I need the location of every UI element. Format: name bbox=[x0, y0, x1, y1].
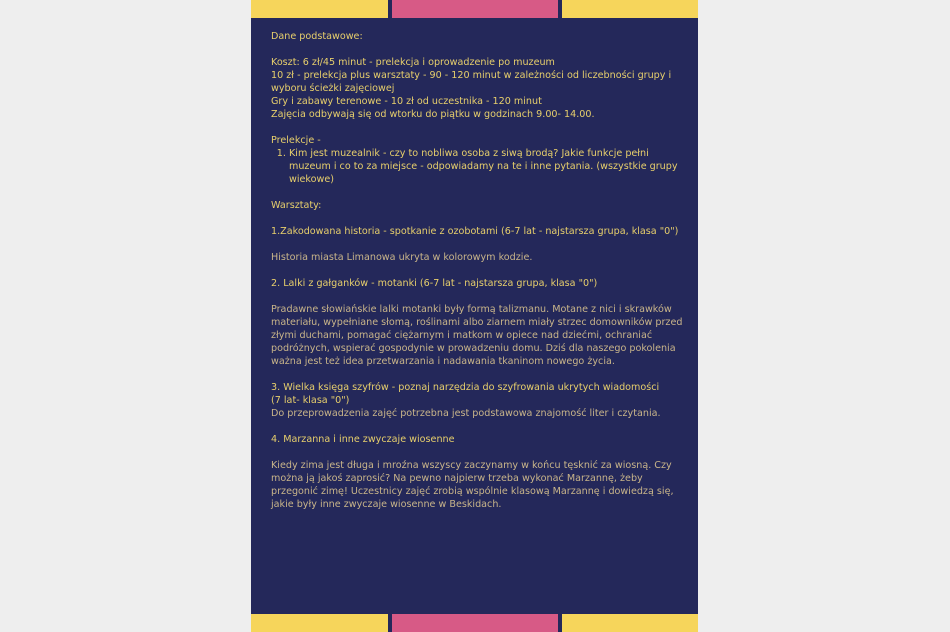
lecture-list bbox=[271, 147, 686, 186]
cost-line-1: Koszt: 6 zł/45 minut - prelekcja i oprowadzenie po muzeum bbox=[271, 57, 555, 68]
cost-line-3: Gry i zabawy terenowe - 10 zł od uczestnika - 120 minut bbox=[271, 96, 542, 107]
workshop-1-desc: Historia miasta Limanowa ukryta w kolorowym kodzie. bbox=[271, 252, 533, 263]
workshop-2-title: 2. Lalki z gałganków - motanki (6-7 lat - najstarsza grupa, klasa "0") bbox=[271, 278, 598, 289]
workshop-3-title: 3. Wielka księga szyfrów - poznaj narzędzia do szyfrowania ukrytych wiadomości (7 lat- klasa "0") bbox=[271, 382, 660, 406]
workshop-2-desc: Pradawne słowiańskie lalki motanki były formą talizmanu. Motane z nici i skrawków materiału, wypełniane słomą, roślinami albo ziarnem miały strzec domowników przed złymi duchami, pomagać ciężarnym i matkom w opiece nad dziećmi, ochraniać podróżnych, wspierać gospodynie w prowadzeniu domu. Dziś dla naszego pokolenia ważna jest też idea przetwarzania i nadawania tkaninom nowego życia. bbox=[271, 304, 683, 367]
bottom-bar-yellow-left bbox=[251, 614, 388, 632]
workshops-heading: Warsztaty: bbox=[271, 200, 322, 211]
bottom-bar-pink bbox=[392, 614, 558, 632]
poster bbox=[251, 0, 698, 632]
lectures-heading: Prelekcje - bbox=[271, 135, 321, 146]
cost-line-4: Zajęcia odbywają się od wtorku do piątku w godzinach 9.00- 14.00. bbox=[271, 109, 595, 120]
workshop-3-desc: Do przeprowadzenia zajęć potrzebna jest podstawowa znajomość liter i czytania. bbox=[271, 408, 661, 419]
lecture-item: 1. Kim jest muzealnik - czy to nobliwa osoba z siwą brodą? Jakie funkcje pełni muzeum i co to za miejsce - odpowiadamy na te i inne pytania. (wszystkie grupy wiekowe) bbox=[289, 147, 686, 186]
workshop-4-desc: Kiedy zima jest długa i mroźna wszyscy zaczynamy w końcu tęsknić za wiosną. Czy można ją jakoś zaprosić? Na pewno najpierw trzeba wykonać Marzannę, żeby przegonić zimę! Uczestnicy zajęć zrobią wspólnie klasową Marzannę i dowiedzą się, jakie były inne zwyczaje wiosenne w Beskidach. bbox=[271, 460, 674, 510]
poster-content bbox=[271, 30, 686, 511]
workshop-1-title: 1.Zakodowana historia - spotkanie z ozobotami (6-7 lat - najstarsza grupa, klasa "0") bbox=[271, 226, 679, 237]
workshop-4-title: 4. Marzanna i inne zwyczaje wiosenne bbox=[271, 434, 455, 445]
top-bar-yellow-left bbox=[251, 0, 388, 18]
top-bar-yellow-right bbox=[562, 0, 698, 18]
top-bar-pink bbox=[392, 0, 558, 18]
bottom-bar-yellow-right bbox=[562, 614, 698, 632]
heading-basic: Dane podstawowe: bbox=[271, 31, 363, 42]
cost-line-2: 10 zł - prelekcja plus warsztaty - 90 - 120 minut w zależności od liczebności grupy i wyboru ścieżki zajęciowej bbox=[271, 70, 672, 94]
